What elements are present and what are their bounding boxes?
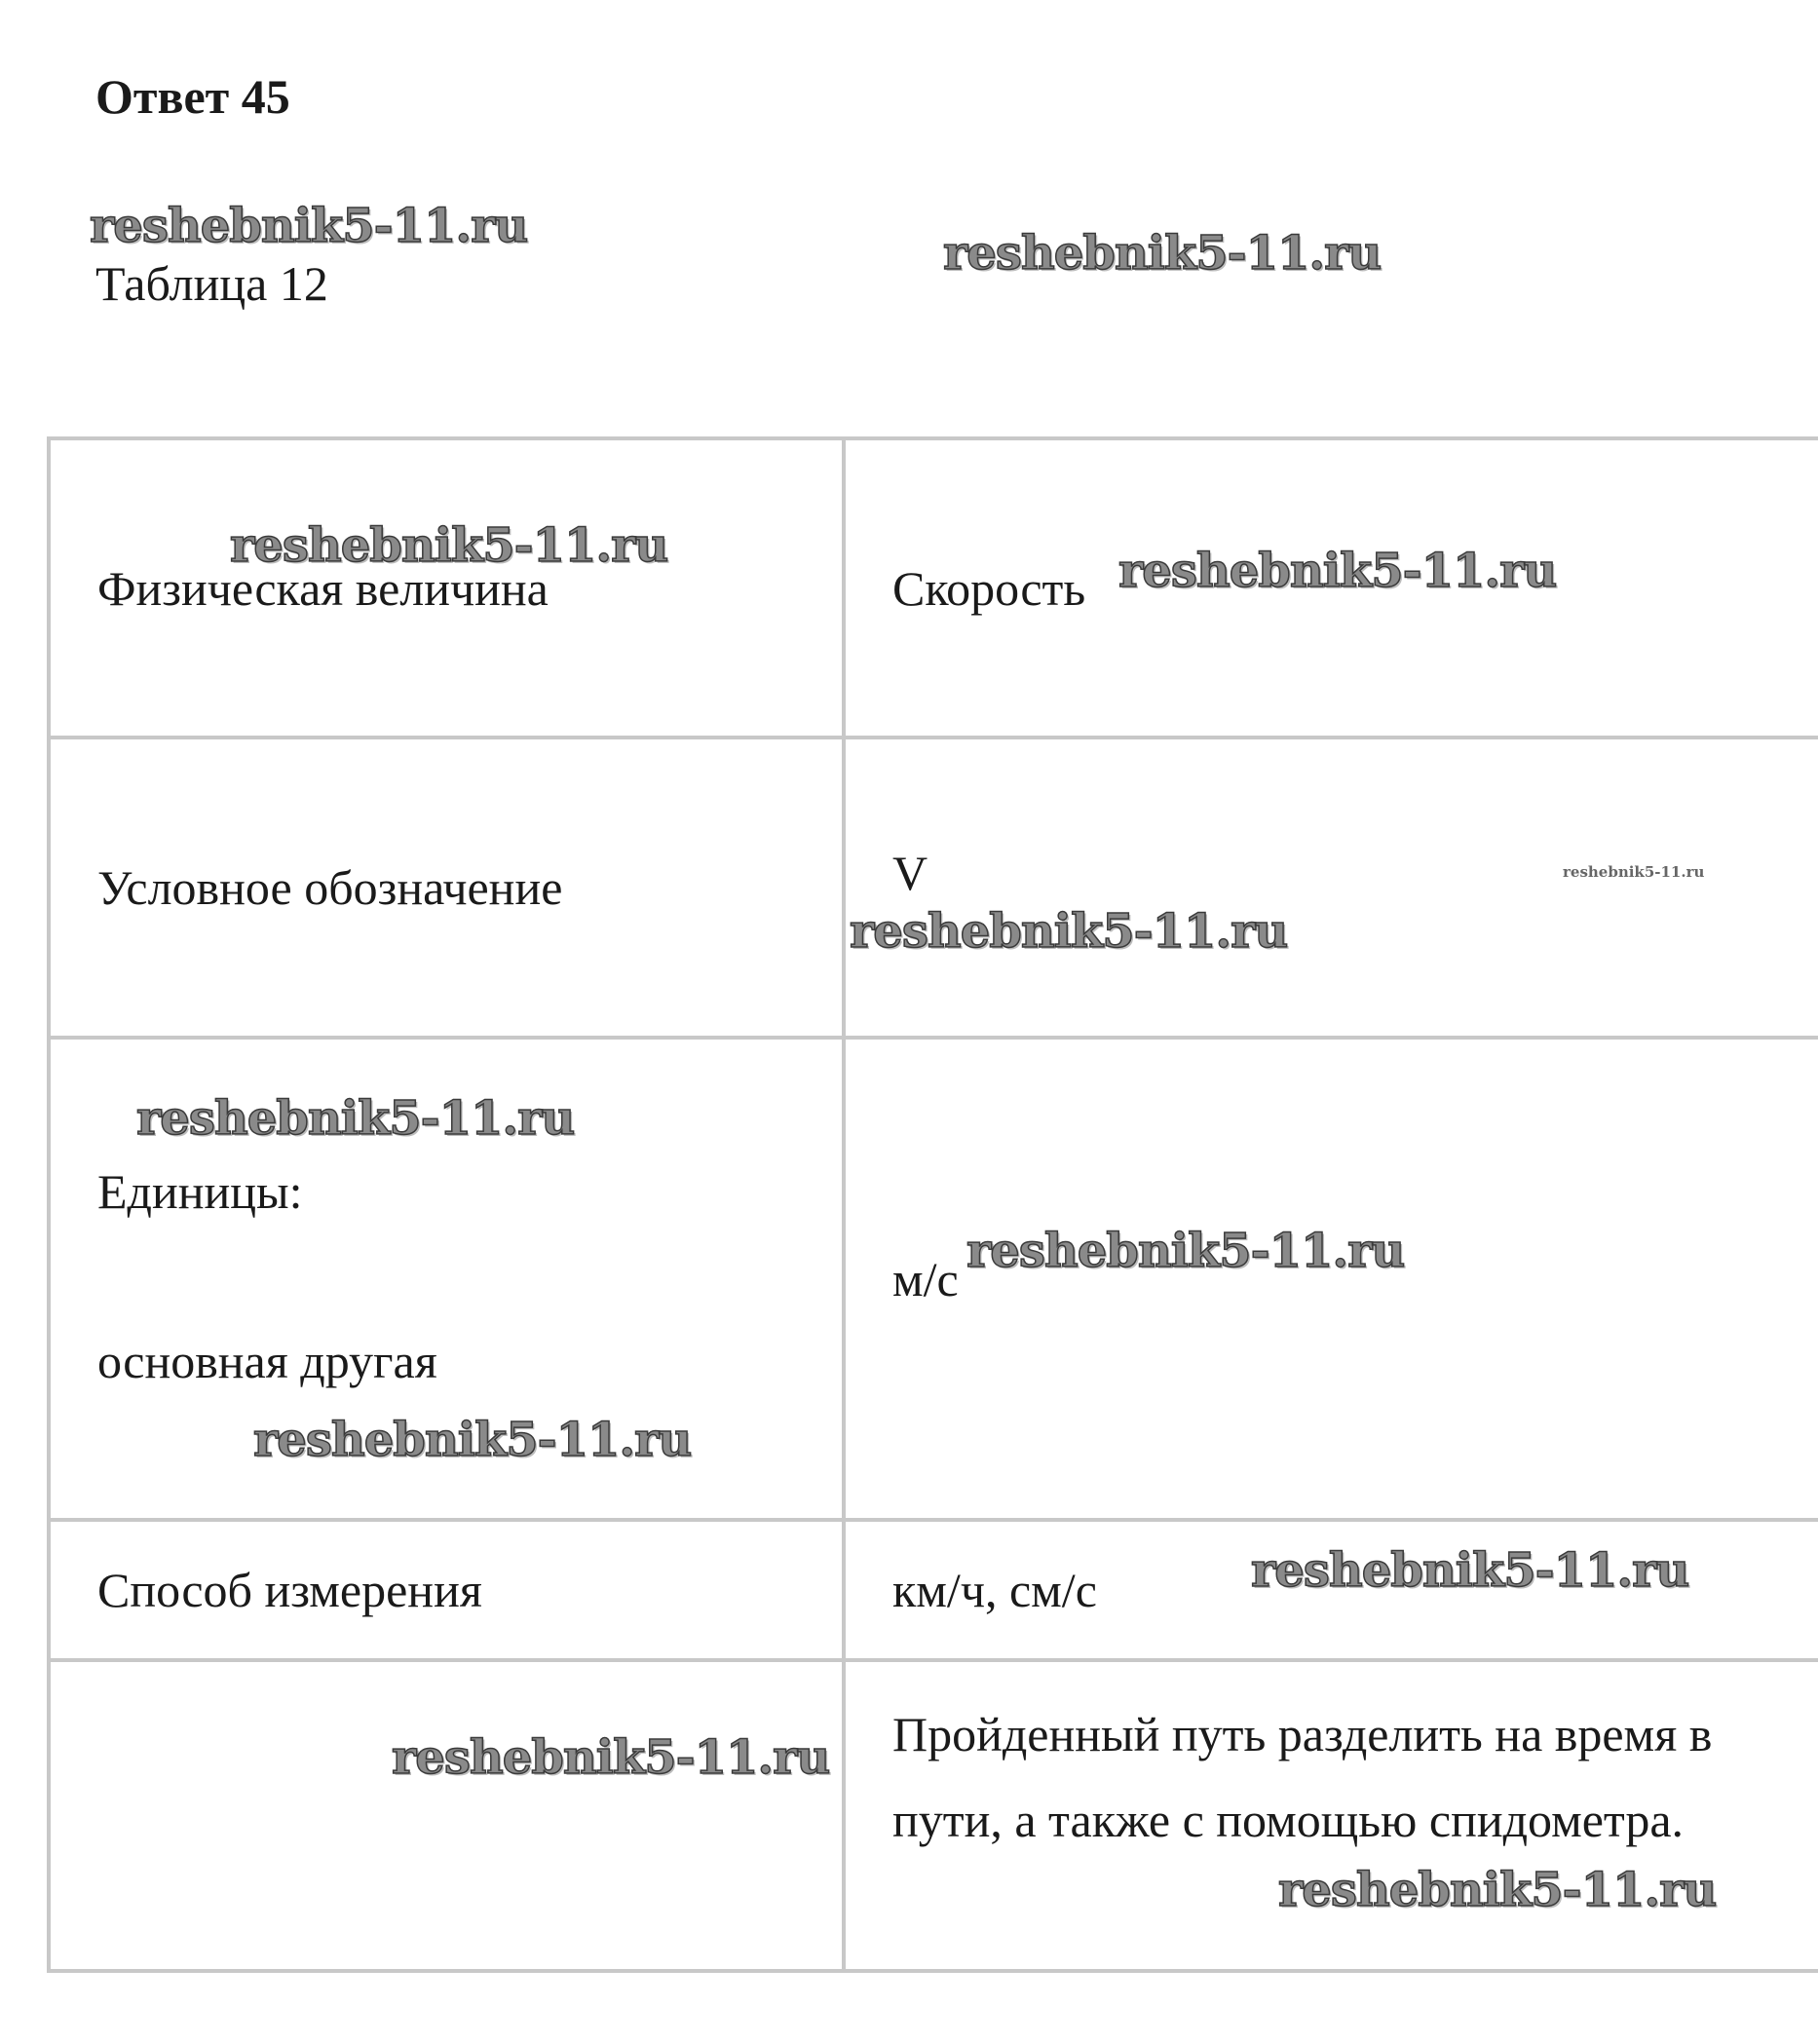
table-caption: Таблица 12 [95,256,328,311]
watermark: reshebnik5-11.ru [392,1730,830,1785]
row-label: Физическая величина [49,438,844,738]
watermark: reshebnik5-11.ru [966,1224,1405,1278]
units-label: Единицы: [97,1164,303,1219]
watermark: reshebnik5-11.ru [230,518,668,573]
row-label: Условное обозначение [49,738,844,1038]
watermark: reshebnik5-11.ru [1118,544,1557,598]
row-value [844,1660,1818,1971]
row-value: км/ч, см/с [844,1520,1818,1660]
row-value: м/с [844,1038,1818,1520]
watermark: reshebnik5-11.ru [1563,863,1705,881]
answer-table [47,436,1818,1973]
table-row [49,1660,1818,1971]
row-value: Скорость [844,438,1818,738]
units-subtitle: основная другая [97,1334,437,1388]
watermark: reshebnik5-11.ru [90,199,528,253]
table-row [49,738,1818,1038]
row-value [844,738,1818,1038]
watermark: reshebnik5-11.ru [1278,1863,1717,1917]
watermark: reshebnik5-11.ru [253,1413,692,1467]
watermark: reshebnik5-11.ru [943,226,1382,281]
row-label: Способ измерения [49,1520,844,1660]
watermark: reshebnik5-11.ru [850,904,1288,959]
watermark: reshebnik5-11.ru [136,1091,575,1146]
symbol-value: V [892,846,928,900]
watermark: reshebnik5-11.ru [1251,1543,1689,1598]
row-label [49,1660,844,1971]
method-text: Пройденный путь разделить на время в пути, а также с помощью спидометра. [892,1707,1713,1847]
page-heading: Ответ 45 [95,69,290,124]
